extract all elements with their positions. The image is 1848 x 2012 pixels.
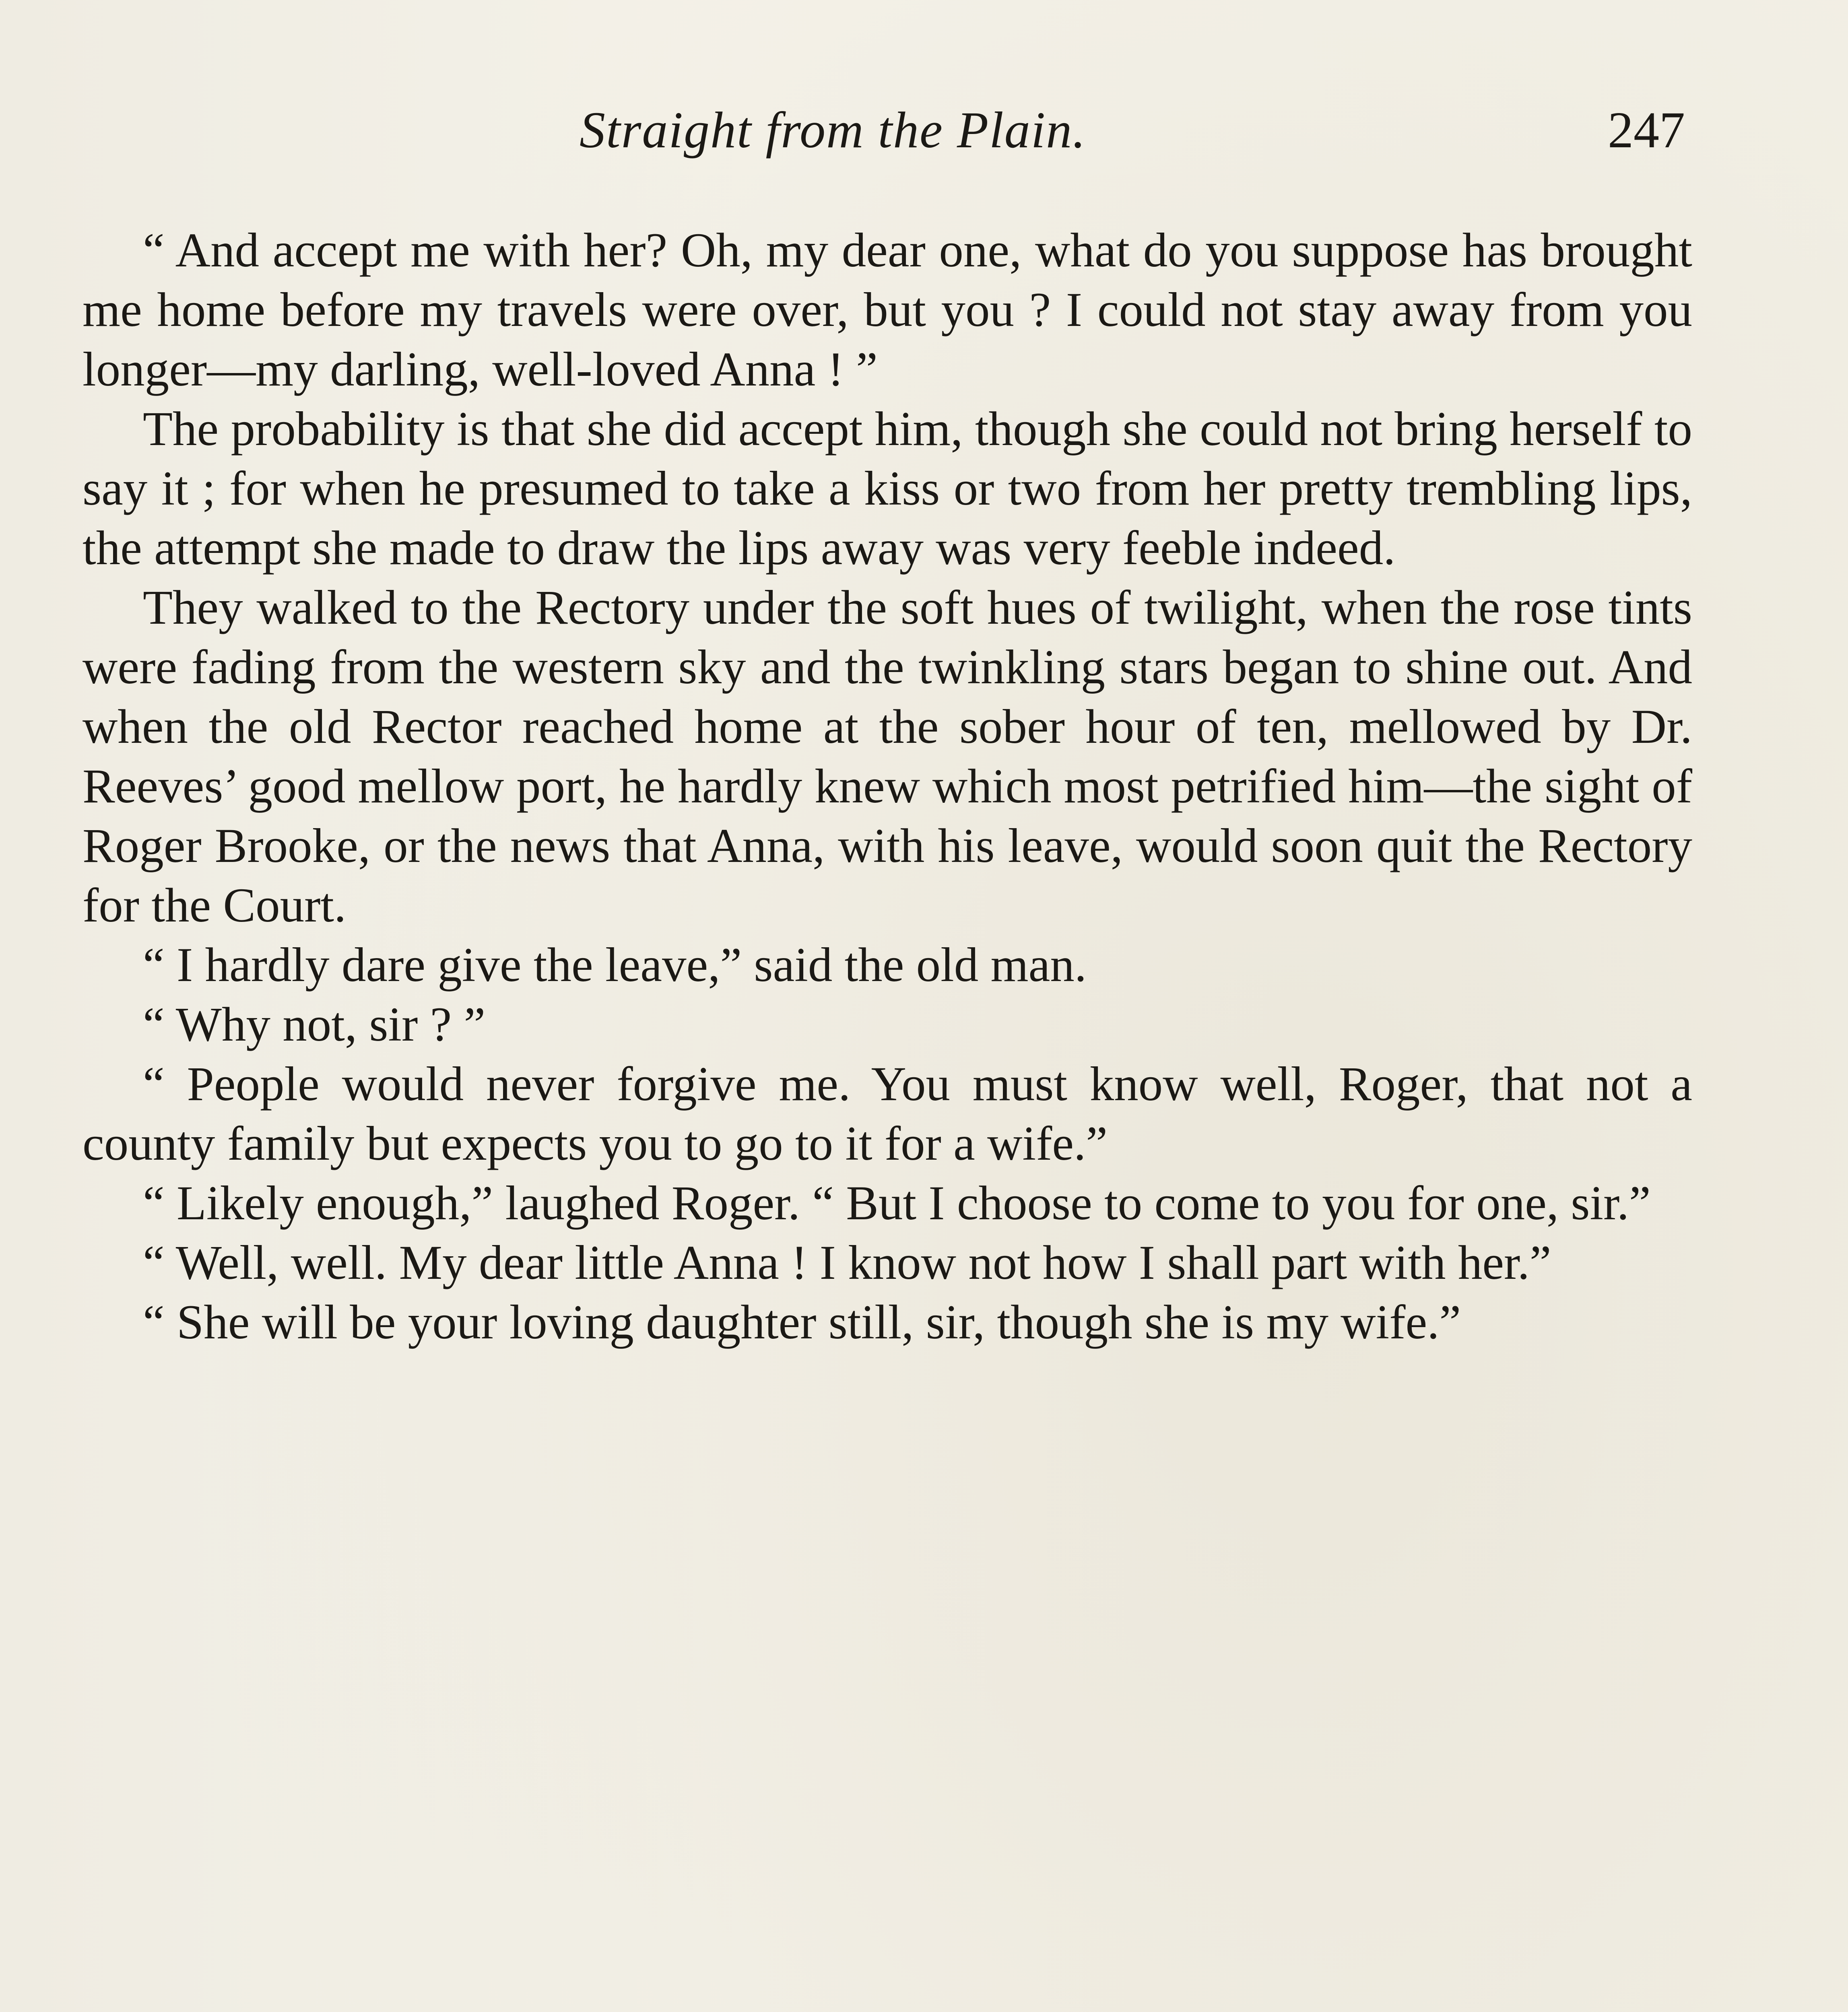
paragraph: “ I hardly dare give the leave,” said the old man. — [143, 938, 1087, 992]
page-number: 247 — [1608, 101, 1685, 159]
paragraph: “ And accept me with her? Oh, my dear one, what do you suppose has brought me home before my travels were over, but you ? I could not stay away from you longer—my darling, well-loved Anna ! ” — [82, 223, 1692, 396]
paragraph: “ Well, well. My dear little Anna ! I know not how I shall part with her.” — [143, 1236, 1551, 1290]
paragraph: They walked to the Rectory under the soft hues of twilight, when the rose tints were fading from the western sky and the twinkling stars began to shine out. And when the old Rector reached home at the sober hour of ten, mellowed by Dr. Reeves’ good mellow port, he hardly knew which most petrified him—the sight of Roger Brooke, or the news that Anna, with his leave, would soon quit the Rectory for the Court. — [82, 581, 1692, 932]
paragraph: “ Likely enough,” laughed Roger. “ But I choose to come to you for one, sir.” — [143, 1176, 1651, 1230]
running-title: Straight from the Plain. — [580, 101, 1087, 159]
paragraph: The probability is that she did accept him, though she could not bring herself to say it ; for when he presumed to take a kiss or two from her pretty trembling lips, the attempt she made to draw the lips away was very feeble indeed. — [82, 402, 1692, 575]
paragraph: “ People would never forgive me. You must know well, Roger, that not a county family but expects you to go to it for a wife.” — [82, 1057, 1692, 1171]
body-text — [82, 221, 1692, 1352]
paragraph: “ She will be your loving daughter still, sir, though she is my wife.” — [143, 1295, 1461, 1349]
paragraph: “ Why not, sir ? ” — [143, 998, 486, 1051]
